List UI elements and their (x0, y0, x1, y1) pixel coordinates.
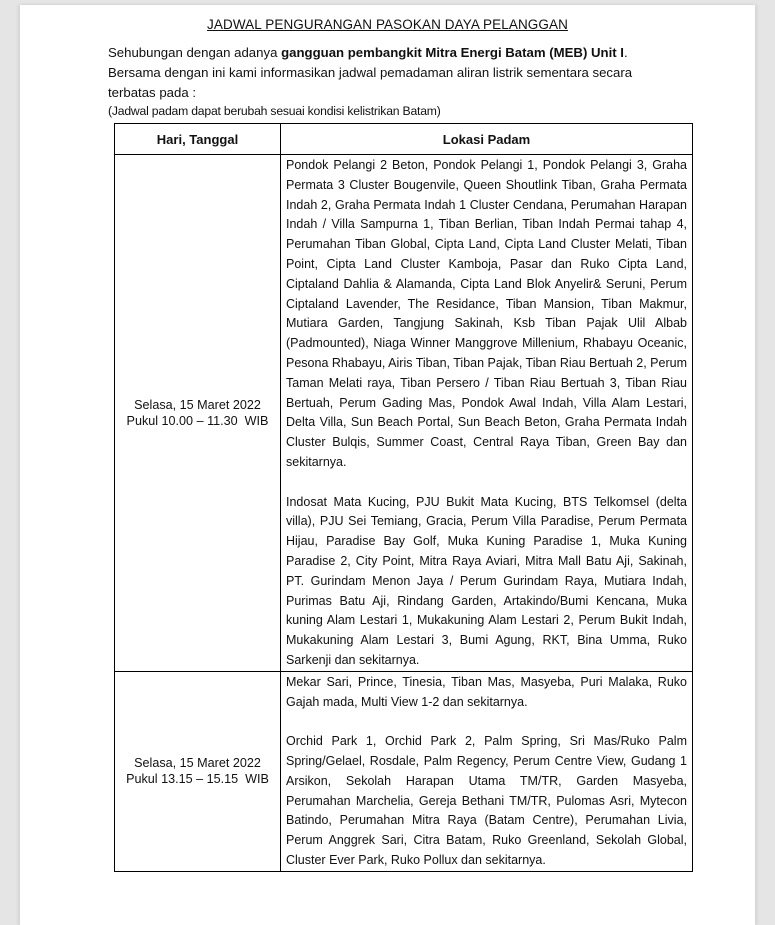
outage-schedule-table (114, 123, 693, 872)
intro-bold: gangguan pembangkit Mitra Energi Batam (MEB) Unit I (281, 45, 624, 60)
document-page (20, 5, 755, 925)
header-date: Hari, Tanggal (115, 124, 281, 155)
table-header-row (115, 124, 693, 155)
table-row (115, 671, 693, 871)
location-group: Orchid Park 1, Orchid Park 2, Palm Spring, Sri Mas/Ruko Palm Spring/Gelael, Rosdale, Palm Regency, Perum Centre View, Gudang 1 Arsikon, Sekolah Harapan Utama TM/TR, Garden Masyeba, Perumahan Marchelia, Gereja Bethani TM/TR, Pulomas Asri, Mytecon Batindo, Perumahan Mitra Raya (Batam Centre), Perumahan Livia, Perum Anggrek Sari, Citra Batam, Ruko Greenland, Sekolah Global, Cluster Ever Park, Ruko Pollux dan sekitarnya. (286, 734, 687, 867)
location-cell (281, 155, 693, 672)
date-cell (115, 155, 281, 672)
date-text: Selasa, 15 Maret 2022 (134, 397, 261, 412)
date-text: Selasa, 15 Maret 2022 (134, 756, 261, 771)
table-row (115, 155, 693, 672)
time-text: Pukul 13.15 – 15.15 WIB (126, 772, 269, 787)
intro-prefix: Sehubungan dengan adanya (108, 45, 282, 60)
location-group: Indosat Mata Kucing, PJU Bukit Mata Kucing, BTS Telkomsel (delta villa), PJU Sei Temiang, Gracia, Perum Villa Paradise, Perum Permata Hijau, Paradise Bay Golf, Muka Kuning Paradise 1, Muka Kuning Paradise 2, City Point, Mitra Raya Aviari, Mitra Mall Batu Aji, Sakinah, PT. Gurindam Menon Jaya / Perum Gurindam Raya, Mutiara Indah, Purimas Batu Aji, Rindang Garden, Artakindo/Bumi Kencana, Muka kuning Alam Lestari 1, Mukakuning Alam Lestari 2, Perum Bukit Indah, Mukakuning Alam Lestari 3, Bumi Agung, RKT, Bina Umma, Ruko Sarkenji dan sekitarnya. (286, 494, 687, 667)
location-group: Mekar Sari, Prince, Tinesia, Tiban Mas, Masyeba, Puri Malaka, Ruko Gajah mada, Multi View 1-2 dan sekitarnya. (286, 674, 687, 709)
schedule-note: (Jadwal padam dapat berubah sesuai kondisi kelistrikan Batam) (108, 104, 441, 118)
date-cell (115, 671, 281, 871)
intro-suffix: . Bersama dengan ini kami informasikan jadwal pemadaman aliran listrik sementara secara terbatas pada : (108, 45, 633, 100)
location-cell (281, 671, 693, 871)
location-group: Pondok Pelangi 2 Beton, Pondok Pelangi 1, Pondok Pelangi 3, Graha Permata 3 Cluster Bougenvile, Queen Shoutlink Tiban, Graha Permata Indah 2, Graha Permata Indah 1 Cluster Cendana, Perumahan Harapan Indah / Villa Sampurna 1, Tiban Berlian, Tiban Indah Permai tahap 4, Perumahan Tiban Global, Cipta Land, Cipta Land Cluster Melati, Tiban Point, Cipta Land Cluster Kamboja, Pasar dan Ruko Cipta Land, Ciptaland Dahlia & Alamanda, Cipta Land Blok Anyelir& Seruni, Perum Ciptaland Lavender, The Residance, Tiban Mansion, Tiban Makmur, Mutiara Garden, Tangjung Sakinah, Ksb Tiban Pajak Ulil Albab (Padmounted), Niaga Winner Manggrove Millenium, Rhabayu Oceanic, Pesona Rhabayu, Airis Tiban, Tiban Pajak, Tiban Riau Bertuah 2, Perum Taman Melati raya, Tiban Persero / Tiban Riau Bertuah 3, Tiban Riau Bertuah, Perum Gading Mas, Pondok Awal Indah, Villa Alam Lestari, Delta Villa, Sun Beach Portal, Sun Beach Beton, Graha Permata Indah Cluster Bulqis, Summer Coast, Central Raya Tiban, Green Bay dan sekitarnya. (286, 158, 687, 469)
time-text: Pukul 10.00 – 11.30 WIB (126, 413, 269, 428)
intro-paragraph (108, 43, 678, 103)
header-location: Lokasi Padam (281, 124, 693, 155)
document-title: JADWAL PENGURANGAN PASOKAN DAYA PELANGGAN (207, 17, 568, 32)
